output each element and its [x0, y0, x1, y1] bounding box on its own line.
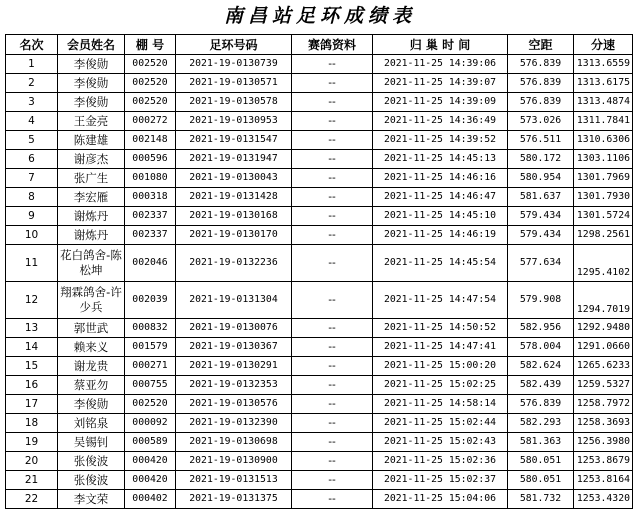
member-name-cell: 花白鸽舍-陈松坤	[58, 245, 125, 282]
member-name-cell: 李文荣	[58, 490, 125, 509]
arrival-time-cell: 2021-11-25 14:45:13	[373, 150, 508, 169]
distance-cell: 578.004	[508, 338, 574, 357]
ring-number-cell: 2021-19-0130953	[176, 112, 292, 131]
distance-cell: 580.954	[508, 169, 574, 188]
ring-number-cell: 2021-19-0130576	[176, 395, 292, 414]
loft-number-cell: 002520	[125, 55, 176, 74]
ring-number-cell: 2021-19-0131304	[176, 282, 292, 319]
table-row	[6, 245, 633, 282]
loft-number-cell: 001579	[125, 338, 176, 357]
table-row	[6, 319, 633, 338]
table-row	[6, 169, 633, 188]
arrival-time-cell: 2021-11-25 15:02:44	[373, 414, 508, 433]
table-row	[6, 452, 633, 471]
arrival-time-cell: 2021-11-25 15:02:25	[373, 376, 508, 395]
member-name-cell: 翔霖鸽舍-许少兵	[58, 282, 125, 319]
table-row	[6, 207, 633, 226]
speed-cell: 1313.6175	[574, 74, 633, 93]
speed-cell: 1258.3693	[574, 414, 633, 433]
header-loft-number: 棚 号	[125, 35, 176, 55]
pigeon-info-cell: --	[292, 414, 373, 433]
pigeon-info-cell: --	[292, 452, 373, 471]
table-row	[6, 395, 633, 414]
ring-number-cell: 2021-19-0130291	[176, 357, 292, 376]
pigeon-info-cell: --	[292, 245, 373, 282]
speed-cell: 1258.7972	[574, 395, 633, 414]
rank-cell: 11	[6, 245, 58, 282]
ring-number-cell: 2021-19-0132390	[176, 414, 292, 433]
arrival-time-cell: 2021-11-25 15:00:20	[373, 357, 508, 376]
ring-number-cell: 2021-19-0131375	[176, 490, 292, 509]
ring-number-cell: 2021-19-0131428	[176, 188, 292, 207]
header-pigeon-info: 赛鸽资料	[292, 35, 373, 55]
table-row	[6, 282, 633, 319]
rank-cell: 22	[6, 490, 58, 509]
pigeon-info-cell: --	[292, 357, 373, 376]
speed-cell: 1295.4102	[574, 245, 633, 282]
arrival-time-cell: 2021-11-25 14:39:52	[373, 131, 508, 150]
rank-cell: 16	[6, 376, 58, 395]
member-name-cell: 张俊波	[58, 471, 125, 490]
header-arrival-time: 归 巢 时 间	[373, 35, 508, 55]
loft-number-cell: 000596	[125, 150, 176, 169]
table-row	[6, 226, 633, 245]
loft-number-cell: 002337	[125, 226, 176, 245]
rank-cell: 7	[6, 169, 58, 188]
loft-number-cell: 000402	[125, 490, 176, 509]
rank-cell: 9	[6, 207, 58, 226]
table-row	[6, 338, 633, 357]
loft-number-cell: 002520	[125, 93, 176, 112]
pigeon-info-cell: --	[292, 74, 373, 93]
speed-cell: 1303.1106	[574, 150, 633, 169]
ring-number-cell: 2021-19-0130168	[176, 207, 292, 226]
rank-cell: 12	[6, 282, 58, 319]
distance-cell: 573.026	[508, 112, 574, 131]
arrival-time-cell: 2021-11-25 14:39:09	[373, 93, 508, 112]
table-row	[6, 74, 633, 93]
loft-number-cell: 000755	[125, 376, 176, 395]
distance-cell: 580.051	[508, 471, 574, 490]
speed-cell: 1301.5724	[574, 207, 633, 226]
ring-number-cell: 2021-19-0130739	[176, 55, 292, 74]
table-row	[6, 150, 633, 169]
distance-cell: 582.439	[508, 376, 574, 395]
pigeon-info-cell: --	[292, 395, 373, 414]
arrival-time-cell: 2021-11-25 15:02:36	[373, 452, 508, 471]
loft-number-cell: 000272	[125, 112, 176, 131]
distance-cell: 582.956	[508, 319, 574, 338]
pigeon-info-cell: --	[292, 471, 373, 490]
loft-number-cell: 000832	[125, 319, 176, 338]
table-row	[6, 414, 633, 433]
speed-cell: 1259.5327	[574, 376, 633, 395]
arrival-time-cell: 2021-11-25 14:46:16	[373, 169, 508, 188]
ring-number-cell: 2021-19-0131513	[176, 471, 292, 490]
table-row	[6, 131, 633, 150]
arrival-time-cell: 2021-11-25 14:36:49	[373, 112, 508, 131]
member-name-cell: 张俊波	[58, 452, 125, 471]
member-name-cell: 刘铭泉	[58, 414, 125, 433]
distance-cell: 580.051	[508, 452, 574, 471]
rank-cell: 15	[6, 357, 58, 376]
rank-cell: 17	[6, 395, 58, 414]
pigeon-info-cell: --	[292, 338, 373, 357]
pigeon-info-cell: --	[292, 150, 373, 169]
member-name-cell: 李宏雁	[58, 188, 125, 207]
table-row	[6, 112, 633, 131]
speed-cell: 1294.7019	[574, 282, 633, 319]
rank-cell: 3	[6, 93, 58, 112]
speed-cell: 1301.7969	[574, 169, 633, 188]
distance-cell: 582.624	[508, 357, 574, 376]
loft-number-cell: 002046	[125, 245, 176, 282]
speed-cell: 1253.4320	[574, 490, 633, 509]
rank-cell: 10	[6, 226, 58, 245]
member-name-cell: 谢彦杰	[58, 150, 125, 169]
ring-number-cell: 2021-19-0130571	[176, 74, 292, 93]
loft-number-cell: 001080	[125, 169, 176, 188]
header-rank: 名次	[6, 35, 58, 55]
distance-cell: 582.293	[508, 414, 574, 433]
pigeon-info-cell: --	[292, 207, 373, 226]
distance-cell: 581.637	[508, 188, 574, 207]
member-name-cell: 张广生	[58, 169, 125, 188]
member-name-cell: 郭世武	[58, 319, 125, 338]
pigeon-info-cell: --	[292, 226, 373, 245]
arrival-time-cell: 2021-11-25 15:02:37	[373, 471, 508, 490]
arrival-time-cell: 2021-11-25 15:02:43	[373, 433, 508, 452]
ring-number-cell: 2021-19-0130900	[176, 452, 292, 471]
distance-cell: 579.434	[508, 226, 574, 245]
pigeon-info-cell: --	[292, 433, 373, 452]
ring-number-cell: 2021-19-0130578	[176, 93, 292, 112]
ring-number-cell: 2021-19-0131547	[176, 131, 292, 150]
distance-cell: 577.634	[508, 245, 574, 282]
member-name-cell: 李俊勋	[58, 74, 125, 93]
member-name-cell: 谢炼丹	[58, 226, 125, 245]
pigeon-info-cell: --	[292, 490, 373, 509]
pigeon-info-cell: --	[292, 131, 373, 150]
speed-cell: 1291.0660	[574, 338, 633, 357]
pigeon-info-cell: --	[292, 112, 373, 131]
pigeon-info-cell: --	[292, 376, 373, 395]
rank-cell: 21	[6, 471, 58, 490]
pigeon-info-cell: --	[292, 282, 373, 319]
rank-cell: 19	[6, 433, 58, 452]
loft-number-cell: 000420	[125, 452, 176, 471]
ring-number-cell: 2021-19-0130043	[176, 169, 292, 188]
table-row	[6, 433, 633, 452]
table-row	[6, 490, 633, 509]
distance-cell: 576.839	[508, 395, 574, 414]
pigeon-info-cell: --	[292, 188, 373, 207]
table-row	[6, 376, 633, 395]
ring-number-cell: 2021-19-0130076	[176, 319, 292, 338]
ring-number-cell: 2021-19-0130170	[176, 226, 292, 245]
loft-number-cell: 000092	[125, 414, 176, 433]
loft-number-cell: 002039	[125, 282, 176, 319]
results-table	[5, 34, 633, 509]
member-name-cell: 蔡亚勿	[58, 376, 125, 395]
loft-number-cell: 000271	[125, 357, 176, 376]
loft-number-cell: 000589	[125, 433, 176, 452]
arrival-time-cell: 2021-11-25 14:58:14	[373, 395, 508, 414]
member-name-cell: 吴锡钊	[58, 433, 125, 452]
ring-number-cell: 2021-19-0132353	[176, 376, 292, 395]
arrival-time-cell: 2021-11-25 14:46:19	[373, 226, 508, 245]
ring-number-cell: 2021-19-0130698	[176, 433, 292, 452]
arrival-time-cell: 2021-11-25 14:47:41	[373, 338, 508, 357]
header-distance: 空距	[508, 35, 574, 55]
distance-cell: 579.434	[508, 207, 574, 226]
table-body	[6, 55, 633, 509]
arrival-time-cell: 2021-11-25 15:04:06	[373, 490, 508, 509]
rank-cell: 20	[6, 452, 58, 471]
distance-cell: 581.363	[508, 433, 574, 452]
speed-cell: 1253.8164	[574, 471, 633, 490]
member-name-cell: 谢龙贵	[58, 357, 125, 376]
ring-number-cell: 2021-19-0130367	[176, 338, 292, 357]
loft-number-cell: 002148	[125, 131, 176, 150]
speed-cell: 1310.6306	[574, 131, 633, 150]
loft-number-cell: 000318	[125, 188, 176, 207]
arrival-time-cell: 2021-11-25 14:45:10	[373, 207, 508, 226]
arrival-time-cell: 2021-11-25 14:45:54	[373, 245, 508, 282]
rank-cell: 2	[6, 74, 58, 93]
member-name-cell: 王金亮	[58, 112, 125, 131]
loft-number-cell: 000420	[125, 471, 176, 490]
ring-number-cell: 2021-19-0131947	[176, 150, 292, 169]
speed-cell: 1256.3980	[574, 433, 633, 452]
distance-cell: 576.839	[508, 55, 574, 74]
rank-cell: 6	[6, 150, 58, 169]
distance-cell: 576.839	[508, 74, 574, 93]
member-name-cell: 陈建雄	[58, 131, 125, 150]
arrival-time-cell: 2021-11-25 14:46:47	[373, 188, 508, 207]
member-name-cell: 李俊勋	[58, 395, 125, 414]
member-name-cell: 李俊勋	[58, 93, 125, 112]
rank-cell: 13	[6, 319, 58, 338]
rank-cell: 1	[6, 55, 58, 74]
distance-cell: 579.908	[508, 282, 574, 319]
speed-cell: 1301.7930	[574, 188, 633, 207]
pigeon-info-cell: --	[292, 93, 373, 112]
speed-cell: 1298.2561	[574, 226, 633, 245]
member-name-cell: 李俊勋	[58, 55, 125, 74]
arrival-time-cell: 2021-11-25 14:50:52	[373, 319, 508, 338]
member-name-cell: 谢炼丹	[58, 207, 125, 226]
table-row	[6, 471, 633, 490]
speed-cell: 1313.6559	[574, 55, 633, 74]
speed-cell: 1292.9480	[574, 319, 633, 338]
pigeon-info-cell: --	[292, 55, 373, 74]
rank-cell: 18	[6, 414, 58, 433]
member-name-cell: 赖来义	[58, 338, 125, 357]
rank-cell: 8	[6, 188, 58, 207]
rank-cell: 14	[6, 338, 58, 357]
pigeon-info-cell: --	[292, 169, 373, 188]
distance-cell: 576.839	[508, 93, 574, 112]
distance-cell: 580.172	[508, 150, 574, 169]
table-row	[6, 357, 633, 376]
table-row	[6, 93, 633, 112]
rank-cell: 5	[6, 131, 58, 150]
speed-cell: 1313.4874	[574, 93, 633, 112]
header-member-name: 会员姓名	[58, 35, 125, 55]
header-speed: 分速	[574, 35, 633, 55]
distance-cell: 581.732	[508, 490, 574, 509]
speed-cell: 1265.6233	[574, 357, 633, 376]
page-title: 南昌站足环成绩表	[223, 5, 416, 27]
rank-cell: 4	[6, 112, 58, 131]
arrival-time-cell: 2021-11-25 14:39:07	[373, 74, 508, 93]
loft-number-cell: 002337	[125, 207, 176, 226]
arrival-time-cell: 2021-11-25 14:39:06	[373, 55, 508, 74]
table-row	[6, 55, 633, 74]
header-row	[6, 35, 633, 55]
distance-cell: 576.511	[508, 131, 574, 150]
speed-cell: 1253.8679	[574, 452, 633, 471]
loft-number-cell: 002520	[125, 395, 176, 414]
ring-number-cell: 2021-19-0132236	[176, 245, 292, 282]
header-ring-number: 足环号码	[176, 35, 292, 55]
speed-cell: 1311.7841	[574, 112, 633, 131]
table-row	[6, 188, 633, 207]
loft-number-cell: 002520	[125, 74, 176, 93]
pigeon-info-cell: --	[292, 319, 373, 338]
arrival-time-cell: 2021-11-25 14:47:54	[373, 282, 508, 319]
